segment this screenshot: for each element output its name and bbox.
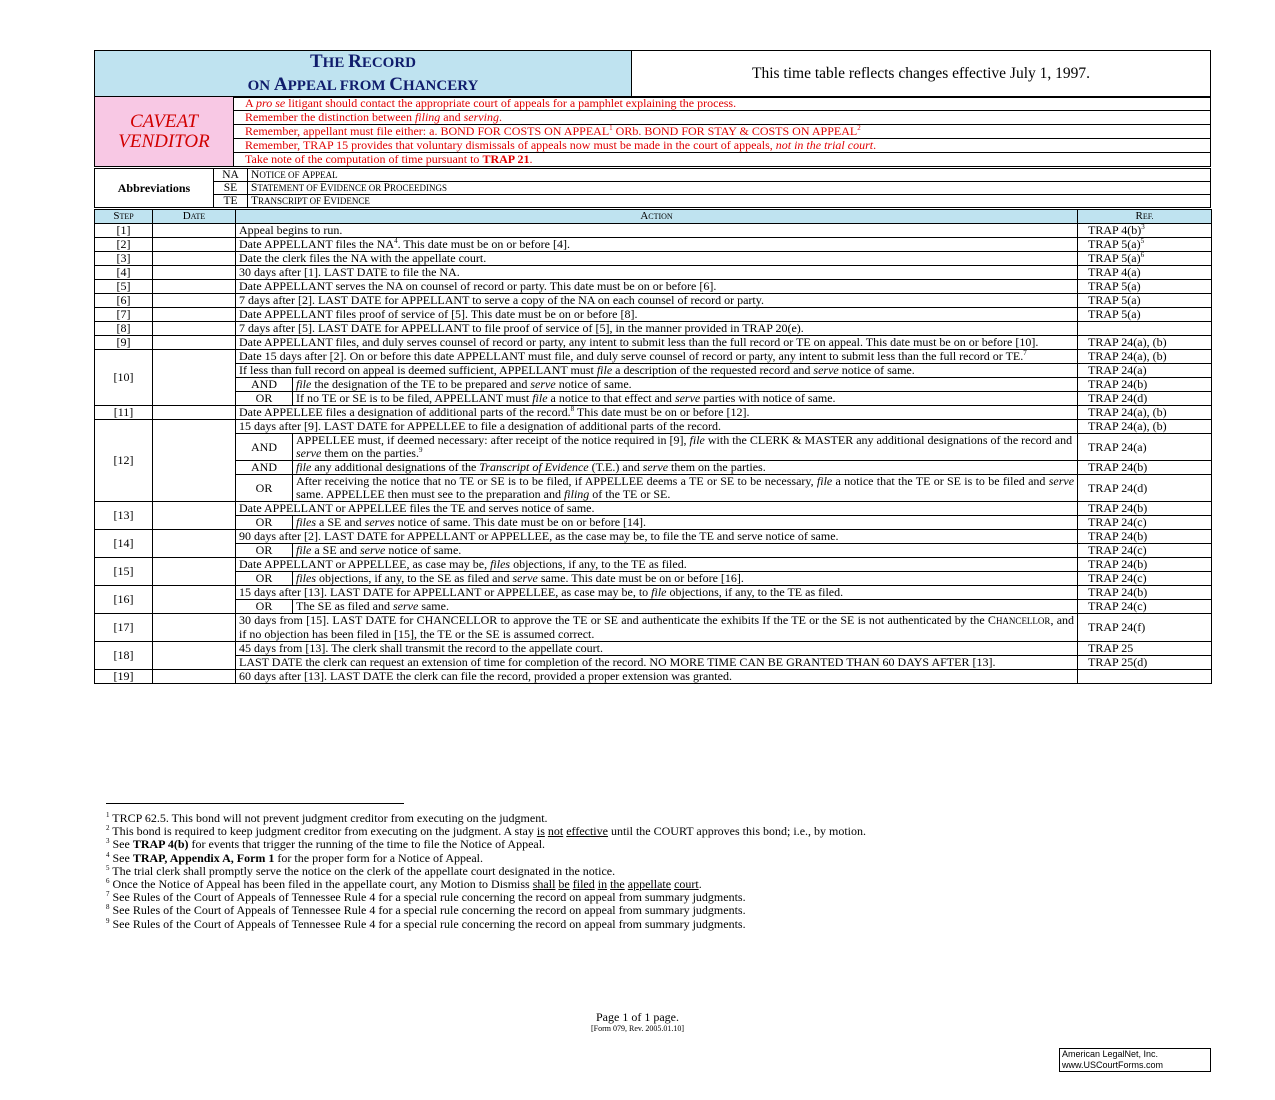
condition-label: OR bbox=[236, 600, 293, 614]
caveat-item: Remember, TRAP 15 provides that voluntary dismissals of appeals now must be made in the court of appeals, not in the trial court. bbox=[234, 139, 1211, 153]
ref-cell bbox=[1078, 670, 1212, 684]
effective-date-note: This time table reflects changes effective July 1, 1997. bbox=[632, 51, 1211, 98]
date-cell[interactable] bbox=[153, 420, 236, 502]
step-number: [5] bbox=[95, 280, 153, 294]
action-text: Date APPELLANT files, and duly serves counsel of record or party, any intent to submit less than the full record or TE on appeal. This date must be on or before [10]. bbox=[236, 336, 1078, 350]
table-row bbox=[95, 516, 1212, 530]
date-cell[interactable] bbox=[153, 266, 236, 280]
table-row bbox=[95, 224, 1212, 238]
step-number: [6] bbox=[95, 294, 153, 308]
ref-cell: TRAP 24(b) bbox=[1078, 530, 1212, 544]
footnote: $^4$ See TRAP, Appendix A, Form 1 for the proper form for a Notice of Appeal. bbox=[106, 850, 484, 865]
step-number: [13] bbox=[95, 502, 153, 530]
date-cell[interactable] bbox=[153, 224, 236, 238]
step-number: [2] bbox=[95, 238, 153, 252]
condition-label: AND bbox=[236, 461, 293, 475]
date-cell[interactable] bbox=[153, 502, 236, 530]
ref-cell: TRAP 24(b) bbox=[1078, 558, 1212, 572]
ref-cell: TRAP $4(b)^3$ bbox=[1078, 224, 1212, 238]
col-ref: REF. bbox=[1078, 210, 1212, 224]
ref-cell: TRAP 24(c) bbox=[1078, 600, 1212, 614]
action-text: Appeal begins to run. bbox=[236, 224, 1078, 238]
ref-cell: TRAP 24(a) bbox=[1078, 364, 1212, 378]
table-row bbox=[95, 336, 1212, 350]
table-row bbox=[95, 642, 1212, 656]
step-number: [15] bbox=[95, 558, 153, 586]
table-row bbox=[95, 670, 1212, 684]
table-row bbox=[95, 406, 1212, 420]
table-row bbox=[95, 308, 1212, 322]
date-cell[interactable] bbox=[153, 322, 236, 336]
table-row bbox=[95, 475, 1212, 502]
caveat-item: Remember the distinction between filing and serving. bbox=[234, 111, 1211, 125]
abbr-meaning: STATEMENT OF EVIDENCE OR PROCEEDINGS bbox=[248, 182, 1211, 195]
table-row bbox=[95, 502, 1212, 516]
abbreviations-label: Abbreviations bbox=[95, 169, 214, 208]
step-number: [1] bbox=[95, 224, 153, 238]
condition-label: OR bbox=[236, 544, 293, 558]
col-step: STEP bbox=[95, 210, 153, 224]
footnote: $^2$ This bond is required to keep judgment creditor from executing on the judgment. A stay is not effective until the COURT approves this bond; i.e., by motion. bbox=[106, 824, 867, 839]
table-row bbox=[95, 530, 1212, 544]
date-cell[interactable] bbox=[153, 642, 236, 670]
timetable bbox=[94, 209, 1212, 684]
table-row bbox=[95, 434, 1212, 461]
action-text: 90 days after [2]. LAST DATE for APPELLANT or APPELLEE, as the case may be, to file the TE and serve notice of same. bbox=[236, 530, 1078, 544]
date-cell[interactable] bbox=[153, 294, 236, 308]
ref-cell: TRAP 24(b) bbox=[1078, 586, 1212, 600]
ref-cell: TRAP 24(b) bbox=[1078, 378, 1212, 392]
abbr-code: SE bbox=[214, 182, 248, 195]
ref-cell: TRAP 24(d) bbox=[1078, 392, 1212, 406]
step-number: [18] bbox=[95, 642, 153, 670]
action-text: LAST DATE the clerk can request an extension of time for completion of the record. NO MORE TIME CAN BE GRANTED THAN 60 DAYS AFTER [13]. bbox=[236, 656, 1078, 670]
action-text: file any additional designations of the Transcript of Evidence (T.E.) and serve them on the parties. bbox=[293, 461, 1078, 475]
condition-label: OR bbox=[236, 572, 293, 586]
action-text: Date APPELLANT files the $NA^4$. This date must be on or before [4]. bbox=[236, 238, 1078, 252]
table-row bbox=[95, 294, 1212, 308]
table-row bbox=[95, 252, 1212, 266]
ref-cell: TRAP 5(a) bbox=[1078, 294, 1212, 308]
page-number: Page 1 of 1 page. bbox=[596, 1010, 679, 1024]
table-row bbox=[95, 614, 1212, 642]
col-action: ACTION bbox=[236, 210, 1078, 224]
action-text: files a SE and serves notice of same. This date must be on or before [14]. bbox=[293, 516, 1078, 530]
action-text: 15 days after [13]. LAST DATE for APPELLANT or APPELLEE, as case may be, to file objections, if any, to the TE as filed. bbox=[236, 586, 1078, 600]
ref-cell: TRAP $5(a)^6$ bbox=[1078, 252, 1212, 266]
footnote: $^8$ See Rules of the Court of Appeals of Tennessee Rule 4 for a special rule concerning the record on appeal from summary judgments. bbox=[106, 903, 746, 918]
ref-cell: TRAP 25(d) bbox=[1078, 656, 1212, 670]
action-text: file a SE and serve notice of same. bbox=[293, 544, 1078, 558]
ref-cell: TRAP 24(c) bbox=[1078, 544, 1212, 558]
abbr-meaning: NOTICE OF APPEAL bbox=[248, 169, 1211, 182]
ref-cell: TRAP $5(a)^5$ bbox=[1078, 238, 1212, 252]
table-row bbox=[95, 656, 1212, 670]
footnote: $^9$ See Rules of the Court of Appeals of Tennessee Rule 4 for a special rule concerning the record on appeal from summary judgments. bbox=[106, 916, 746, 931]
action-text: 60 days after [13]. LAST DATE the clerk can file the record, provided a proper extension was granted. bbox=[236, 670, 1078, 684]
condition-label: AND bbox=[236, 434, 293, 461]
date-cell[interactable] bbox=[153, 252, 236, 266]
step-number: [7] bbox=[95, 308, 153, 322]
action-text: files objections, if any, to the SE as filed and serve same. This date must be on or before [16]. bbox=[293, 572, 1078, 586]
ref-cell: TRAP 24(a), (b) bbox=[1078, 336, 1212, 350]
action-text: 7 days after [2]. LAST DATE for APPELLANT to serve a copy of the NA on each counsel of record or party. bbox=[236, 294, 1078, 308]
table-row bbox=[95, 266, 1212, 280]
step-number: [9] bbox=[95, 336, 153, 350]
footnotes bbox=[106, 812, 1256, 931]
action-text: Date APPELLANT serves the NA on counsel of record or party. This date must be on or before [6]. bbox=[236, 280, 1078, 294]
condition-label: AND bbox=[236, 378, 293, 392]
date-cell[interactable] bbox=[153, 308, 236, 322]
step-number: [19] bbox=[95, 670, 153, 684]
step-number: [3] bbox=[95, 252, 153, 266]
caveat-table bbox=[94, 96, 1211, 167]
column-header-row bbox=[95, 210, 1212, 224]
date-cell[interactable] bbox=[153, 406, 236, 420]
table-row bbox=[95, 378, 1212, 392]
step-number: [16] bbox=[95, 586, 153, 614]
action-text: 30 days after [1]. LAST DATE to file the NA. bbox=[236, 266, 1078, 280]
ref-cell: TRAP 24(b) bbox=[1078, 461, 1212, 475]
table-row bbox=[95, 572, 1212, 586]
table-row bbox=[95, 392, 1212, 406]
condition-label: OR bbox=[236, 516, 293, 530]
abbreviations-table bbox=[94, 168, 1211, 208]
action-text: If no TE or SE is to be filed, APPELLANT must file a notice to that effect and serve parties with notice of same. bbox=[293, 392, 1078, 406]
col-date: DATE bbox=[153, 210, 236, 224]
header-table bbox=[94, 50, 1211, 98]
ref-cell bbox=[1078, 322, 1212, 336]
table-row bbox=[95, 322, 1212, 336]
action-text: Date 15 days after [2]. On or before this date APPELLANT must file, and duly serve counsel of record or party, any intent to submit less than the full record or TE.$^7$ bbox=[236, 350, 1078, 364]
footnote: $^6$ Once the Notice of Appeal has been filed in the appellate court, any Motion to Dismiss shall be filed in the appellate court. bbox=[106, 877, 702, 892]
ref-cell: TRAP 24(f) bbox=[1078, 614, 1212, 642]
action-text: If less than full record on appeal is deemed sufficient, APPELLANT must file a description of the requested record and serve notice of same. bbox=[236, 364, 1078, 378]
date-cell[interactable] bbox=[153, 280, 236, 294]
caveat-item: Remember, appellant must file either: a. BOND FOR COSTS ON APPEAL$^1$ ORb. BOND FOR STAY & COSTS ON APPEAL$^2$ bbox=[234, 125, 1211, 139]
action-text: Date APPELLEE files a designation of additional parts of the record.$^8$ This date must be on or before [12]. bbox=[236, 406, 1078, 420]
action-text: Date APPELLANT files proof of service of [5]. This date must be on or before [8]. bbox=[236, 308, 1078, 322]
publisher-website[interactable]: www.USCourtForms.com bbox=[1062, 1060, 1164, 1070]
action-text: Date the clerk files the NA with the appellate court. bbox=[236, 252, 1078, 266]
step-number: [8] bbox=[95, 322, 153, 336]
ref-cell: TRAP 24(d) bbox=[1078, 475, 1212, 502]
action-text: Date APPELLANT or APPELLEE, as case may be, files objections, if any, to the TE as filed. bbox=[236, 558, 1078, 572]
ref-cell: TRAP 24(c) bbox=[1078, 572, 1212, 586]
ref-cell: TRAP 5(a) bbox=[1078, 308, 1212, 322]
action-text: After receiving the notice that no TE or SE is to be filed, if APPELLEE deems a TE or SE to be necessary, file a notice that the TE or SE is to be filed and serve same. APPELLEE then must see to the preparation and filing of the TE or SE. bbox=[293, 475, 1078, 502]
action-text: 7 days after [5]. LAST DATE for APPELLANT to file proof of service of [5], in the manner provided in TRAP 20(e). bbox=[236, 322, 1078, 336]
ref-cell: TRAP 5(a) bbox=[1078, 280, 1212, 294]
action-text: Date APPELLANT or APPELLEE files the TE and serves notice of same. bbox=[236, 502, 1078, 516]
table-row bbox=[95, 350, 1212, 364]
date-cell[interactable] bbox=[153, 350, 236, 406]
abbr-meaning: TRANSCRIPT OF EVIDENCE bbox=[248, 195, 1211, 208]
footnote-divider bbox=[106, 803, 404, 804]
footnote: $^7$ See Rules of the Court of Appeals of Tennessee Rule 4 for a special rule concerning the record on appeal from summary judgments. bbox=[106, 890, 746, 905]
date-cell[interactable] bbox=[153, 530, 236, 558]
step-number: [11] bbox=[95, 406, 153, 420]
action-text: The SE as filed and serve same. bbox=[293, 600, 1078, 614]
footnote: $^5$ The trial clerk shall promptly serve the notice on the clerk of the appellate court designated in the notice. bbox=[106, 863, 616, 878]
step-number: [4] bbox=[95, 266, 153, 280]
ref-cell: TRAP 24(c) bbox=[1078, 516, 1212, 530]
caveat-item: Take note of the computation of time pursuant to TRAP 21. bbox=[234, 153, 1211, 167]
caveat-item: A pro se litigant should contact the appropriate court of appeals for a pamphlet explaining the process. bbox=[234, 97, 1211, 111]
date-cell[interactable] bbox=[153, 614, 236, 642]
ref-cell: TRAP 24(a), (b) bbox=[1078, 420, 1212, 434]
action-text: APPELLEE must, if deemed necessary: after receipt of the notice required in [9], file with the CLERK & MASTER any additional designations of the record and serve them on the parties.$^9$ bbox=[293, 434, 1078, 461]
date-cell[interactable] bbox=[153, 670, 236, 684]
form-title: THE RECORD ON APPEAL FROM CHANCERY bbox=[95, 51, 632, 98]
table-row bbox=[95, 586, 1212, 600]
ref-cell: TRAP 24(b) bbox=[1078, 502, 1212, 516]
condition-label: OR bbox=[236, 392, 293, 406]
table-row bbox=[95, 558, 1212, 572]
condition-label: OR bbox=[236, 475, 293, 502]
date-cell[interactable] bbox=[153, 586, 236, 614]
caveat-venditor-label: CAVEAT VENDITOR bbox=[95, 97, 234, 167]
table-row bbox=[95, 420, 1212, 434]
date-cell[interactable] bbox=[153, 238, 236, 252]
publisher-name: American LegalNet, Inc. bbox=[1062, 1049, 1159, 1059]
step-number: [12] bbox=[95, 420, 153, 502]
action-text: file the designation of the TE to be prepared and serve notice of same. bbox=[293, 378, 1078, 392]
action-text: 15 days after [9]. LAST DATE for APPELLEE to file a designation of additional parts of the record. bbox=[236, 420, 1078, 434]
table-row bbox=[95, 600, 1212, 614]
ref-cell: TRAP 25 bbox=[1078, 642, 1212, 656]
action-text: 45 days from [13]. The clerk shall transmit the record to the appellate court. bbox=[236, 642, 1078, 656]
ref-cell: TRAP 4(a) bbox=[1078, 266, 1212, 280]
table-row bbox=[95, 364, 1212, 378]
footnote: $^1$ TRCP 62.5. This bond will not prevent judgment creditor from executing on the judgment. bbox=[106, 811, 548, 825]
ref-cell: TRAP 24(a), (b) bbox=[1078, 350, 1212, 364]
ref-cell: TRAP 24(a) bbox=[1078, 434, 1212, 461]
abbr-code: NA bbox=[214, 169, 248, 182]
table-row bbox=[95, 544, 1212, 558]
step-number: [17] bbox=[95, 614, 153, 642]
ref-cell: TRAP 24(a), (b) bbox=[1078, 406, 1212, 420]
abbr-code: TE bbox=[214, 195, 248, 208]
table-row bbox=[95, 280, 1212, 294]
step-number: [10] bbox=[95, 350, 153, 406]
step-number: [14] bbox=[95, 530, 153, 558]
date-cell[interactable] bbox=[153, 558, 236, 586]
table-row bbox=[95, 238, 1212, 252]
action-text: 30 days from [15]. LAST DATE for CHANCELLOR to approve the TE or SE and authenticate the exhibits If the TE or the SE is not authenticated by the CHANCELLOR, and if no objection has been filed in [15], the TE or the SE is assumed correct. bbox=[236, 614, 1078, 642]
date-cell[interactable] bbox=[153, 336, 236, 350]
table-row bbox=[95, 461, 1212, 475]
publisher-box[interactable] bbox=[1059, 1048, 1211, 1072]
footnote: $^3$ See TRAP 4(b) for events that trigger the running of the time to file the Notice of Appeal. bbox=[106, 837, 546, 852]
form-number: [Form 079, Rev. 2005.01.10] bbox=[590, 1024, 685, 1033]
